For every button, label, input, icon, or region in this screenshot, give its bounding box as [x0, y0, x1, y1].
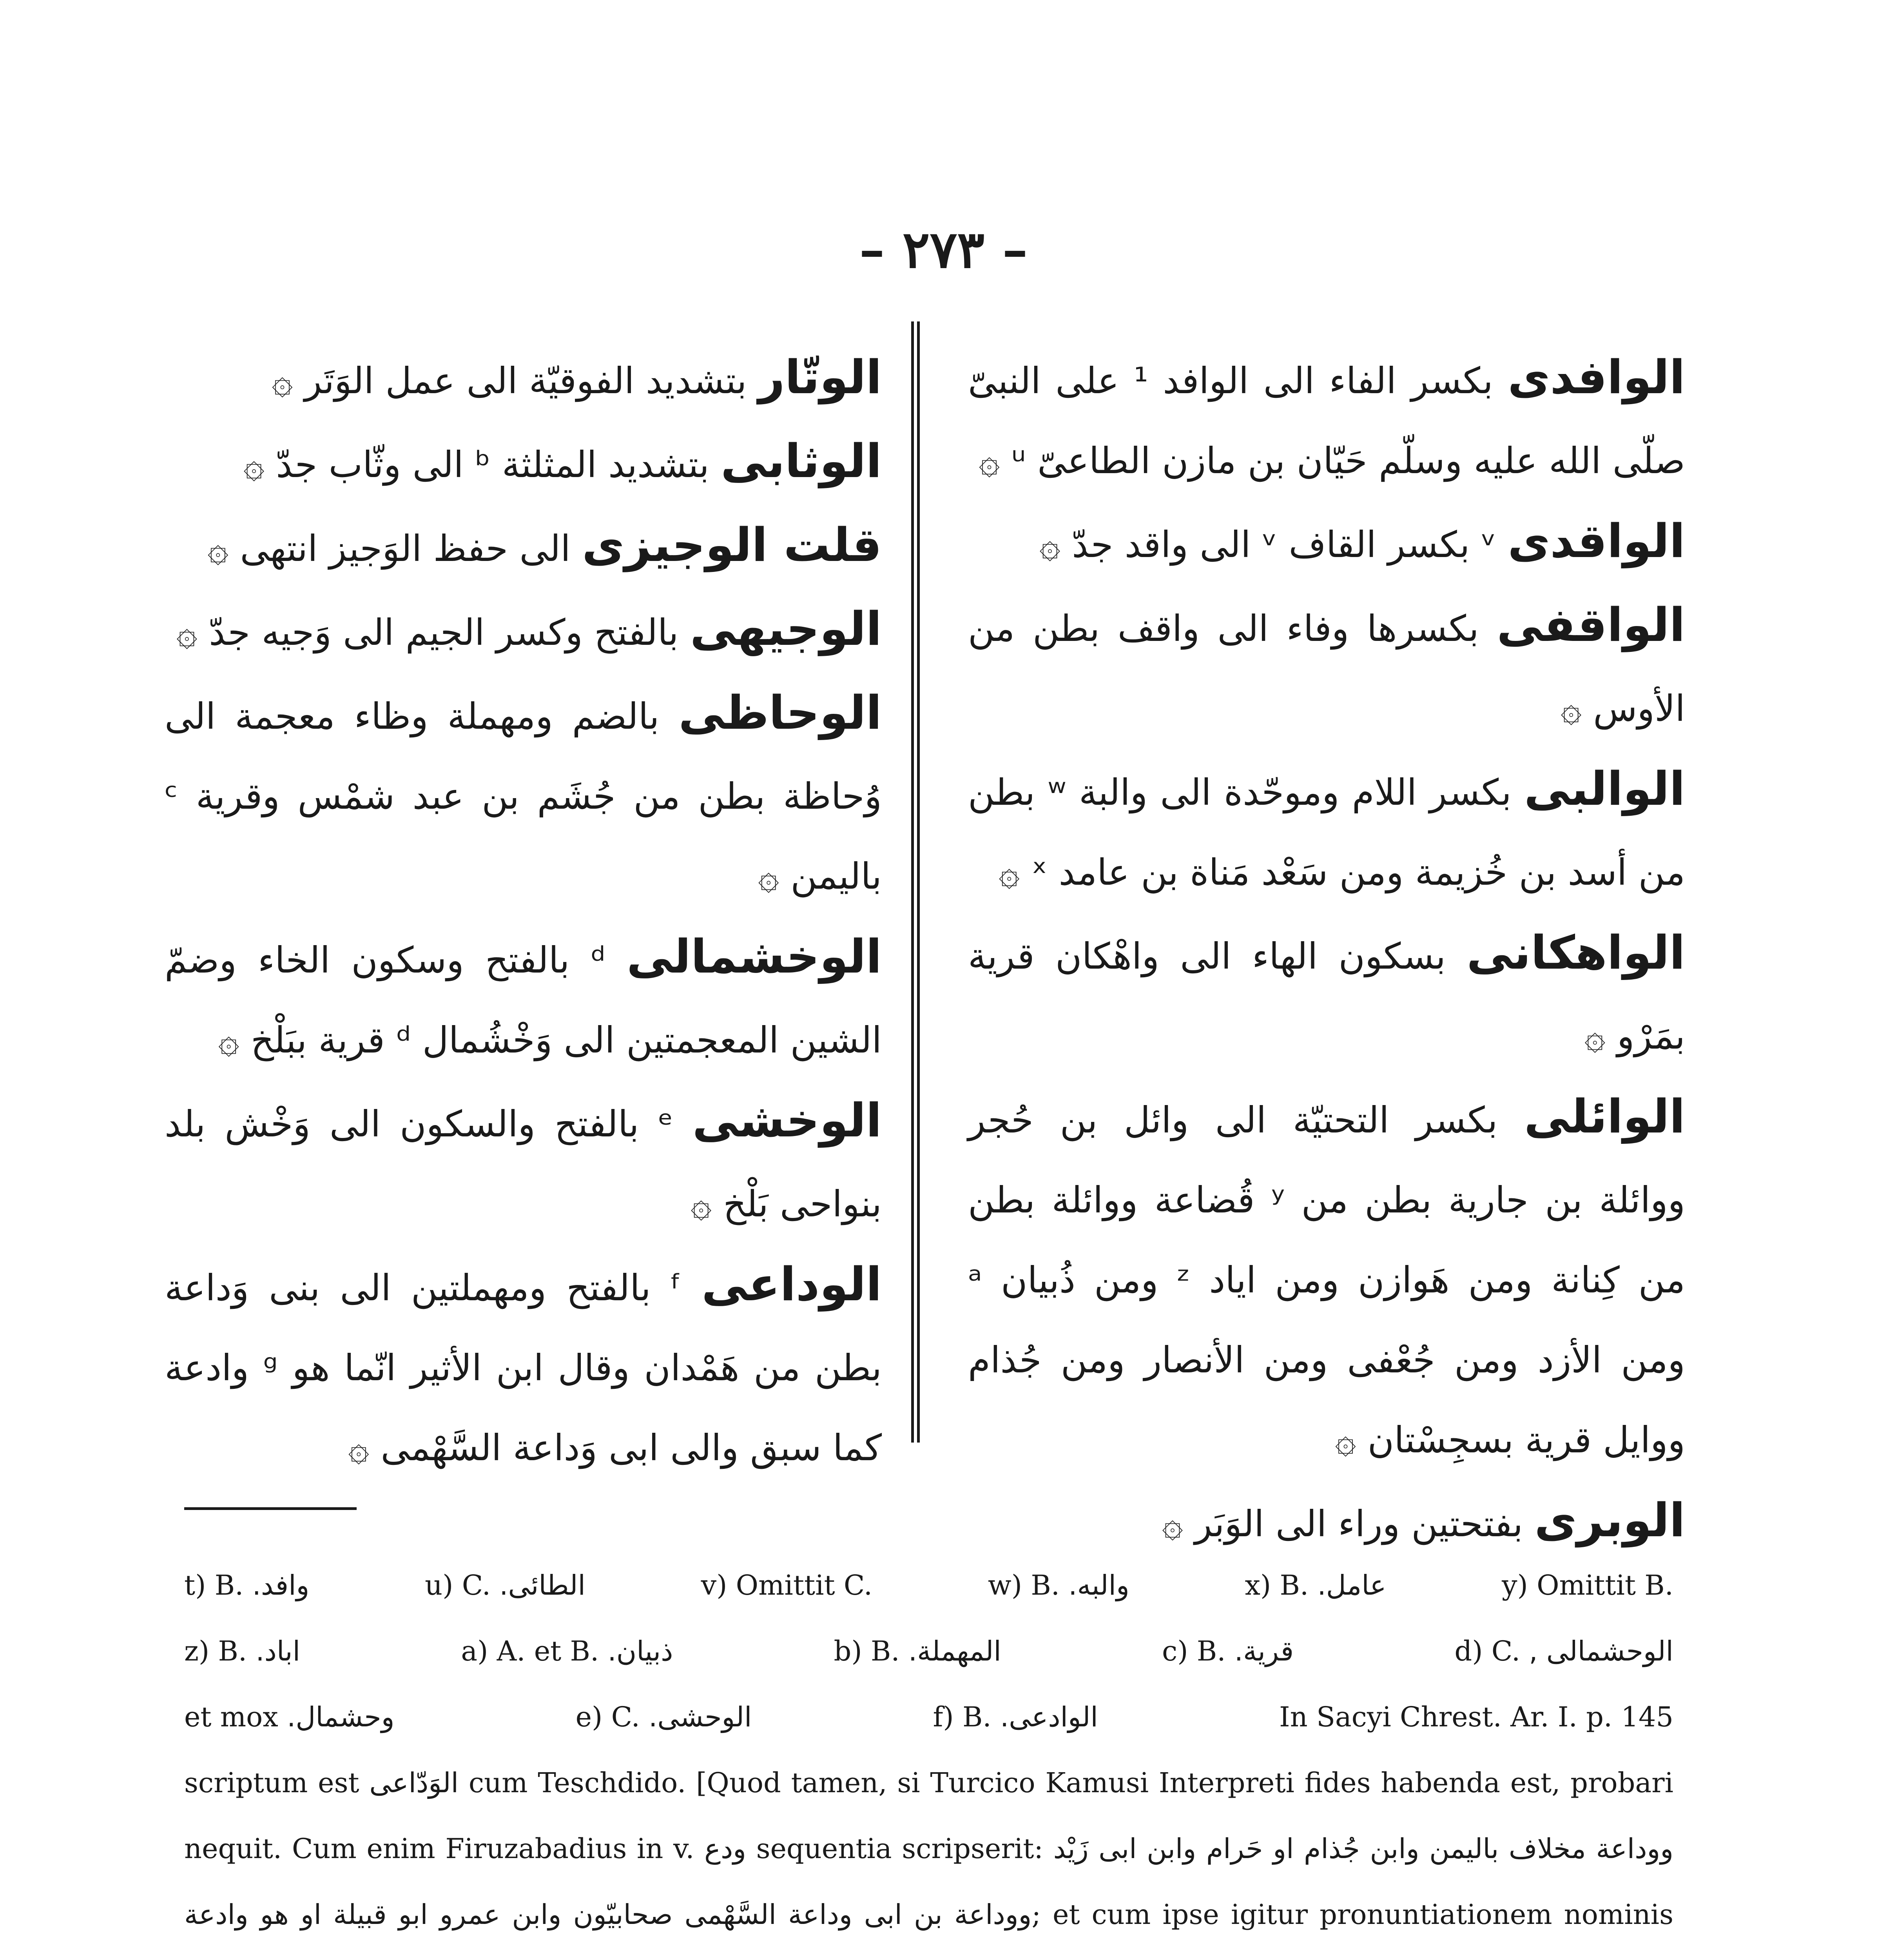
- entry-text: بكسر اللام وموحّدة الى والبة ʷ بطن من أسد بن خُزيمة ومن سَعْد مَناة بن عامد ˣ ۞: [968, 771, 1685, 893]
- entry-headword: الوبرى: [1534, 1493, 1685, 1547]
- footnote: b) B. المهملة.: [834, 1635, 1001, 1667]
- footnote-row: [184, 1552, 1673, 1618]
- entry-headword: الوخشى: [692, 1093, 882, 1147]
- entry-headword: الوجيهى: [690, 602, 882, 656]
- page-number: – ٢٧٣ –: [859, 220, 1028, 279]
- footnotes: [184, 1552, 1673, 1960]
- entry: [968, 337, 1685, 501]
- entry-text: ᵉ بالفتح والسكون الى وَخْش بلد بنواحى بَلْخ ۞: [165, 1103, 882, 1225]
- entry-headword: الوداعى: [702, 1257, 882, 1311]
- footnote-separator: [184, 1507, 357, 1510]
- entry-text: بالضم ومهملة وظاء معجمة الى وُحاظة بطن من جُشَم بن عبد شمْس وقرية ᶜ باليمن ۞: [165, 695, 882, 897]
- footnote: f) B. الوادعى.: [933, 1701, 1098, 1733]
- entry-headword: الوثابى: [720, 434, 882, 488]
- entry-headword: الوخشمالى: [627, 929, 882, 984]
- entry-headword: الوتّار: [758, 350, 882, 404]
- right-column: [968, 337, 1685, 1564]
- footnote-row: [184, 1684, 1673, 1750]
- footnote-row: [184, 1618, 1673, 1684]
- entry: [165, 1080, 882, 1244]
- footnote-paragraph-text: scriptum est الوَدّاعى cum Teschdido. [Quod tamen, si Turcico Kamusi Interpreti fides habenda est, probari nequit. Cum enim Firuzabadius in v. ودع sequentia scripserit: ووداعة مخلاف باليمن وابن جُذام او حَرام وابن ابى زَيْد ووداعة بن ابى وداعة السَّهْمى صحابيّون وابن عمرو ابو قبيلة او هو وادعة; et cum ipse igitur pronuntiationem nominis: [184, 1767, 1674, 1931]
- entry-text: ᵈ بالفتح وسكون الخاء وضمّ الشين المعجمتين الى وَخْشُمال ᵈ قرية ببَلْخ ۞: [165, 939, 882, 1061]
- footnote-paragraph: [184, 1750, 1673, 1960]
- footnote: w) B. والبه.: [988, 1569, 1129, 1601]
- entry: [968, 1480, 1685, 1564]
- entry-text: بتشديد المثلثة ᵇ الى وثّاب جدّ ۞: [243, 444, 721, 486]
- entry-text: بكسرها وفاء الى واقف بطن من الأوس ۞: [968, 608, 1685, 730]
- entry: [165, 505, 882, 589]
- entry: [968, 585, 1685, 749]
- entry-text: ᵛ بكسر القاف ᵛ الى واقد جدّ ۞: [1039, 524, 1508, 566]
- entry-headword: الواقدى: [1508, 514, 1685, 568]
- footnote: a) A. et B. ذبيان.: [461, 1635, 673, 1667]
- footnote: t) B. وافد.: [184, 1569, 310, 1601]
- entry-headword: الوائلى: [1524, 1089, 1685, 1143]
- footnote: z) B. اباد.: [184, 1635, 301, 1667]
- footnote: et mox وحشمال.: [184, 1701, 395, 1733]
- entry-text: بكسر التحتيّة الى وائل بن حُجر ووائلة بن جارية بطن من ʸ قُضاعة ووائلة بطن من كِنانة ومن هَوازن ومن اياد ᶻ ومن ذُبيان ᵃ ومن الأزد ومن جُعْفى ومن الأنصار ومن جُذام ووايل قرية بسجِسْتان ۞: [968, 1099, 1685, 1461]
- entry-text: بفتحتين وراء الى الوَبَر ۞: [1162, 1503, 1535, 1545]
- entry-headword: الواهكانى: [1466, 926, 1685, 980]
- entry: [165, 589, 882, 673]
- footnote: x) B. عامل.: [1245, 1569, 1387, 1601]
- entry: [968, 501, 1685, 585]
- footnote: In Sacyi Chrest. Ar. I. p. 145: [1279, 1701, 1673, 1733]
- entry-headword: الواقفى: [1497, 598, 1685, 652]
- entry-text: بكسر الفاء الى الوافد ¹ على النبىّ صلّى الله عليه وسلّم حَيّان بن مازن الطاعىّ ᵘ ۞: [968, 360, 1685, 482]
- entry-text: بسكون الهاء الى واهْكان قرية بمَرْو ۞: [968, 935, 1685, 1057]
- entry-headword: الوالبى: [1524, 762, 1685, 816]
- left-column: [165, 337, 882, 1488]
- entry-headword: الوافدى: [1508, 350, 1685, 404]
- entry: [165, 337, 882, 421]
- entry-text: الى حفظ الوَجيز انتهى ۞: [207, 528, 582, 570]
- entry: [165, 916, 882, 1080]
- entry: [165, 421, 882, 505]
- entry: [968, 749, 1685, 913]
- footnote: y) Omittit B.: [1501, 1569, 1673, 1601]
- entry: [165, 673, 882, 916]
- entry: [968, 913, 1685, 1076]
- entry-text: ᶠ بالفتح ومهملتين الى بنى وَداعة بطن من هَمْدان وقال ابن الأثير انّما هو ᵍ وادعة كما سبق والى ابى وَداعة السَّهْمى ۞: [165, 1267, 882, 1469]
- footnote: u) C. الطائى.: [425, 1569, 585, 1601]
- entry: [165, 1244, 882, 1488]
- footnote: v) Omittit C.: [701, 1569, 873, 1601]
- entry-text: بالفتح وكسر الجيم الى وَجيه جدّ ۞: [176, 612, 690, 653]
- entry-text: بتشديد الفوقيّة الى عمل الوَتَر ۞: [272, 360, 758, 402]
- entry: [968, 1076, 1685, 1480]
- footnote: e) C. الوحشى.: [575, 1701, 752, 1733]
- footnote: c) B. قرية.: [1162, 1635, 1294, 1667]
- entry-headword: الوحاظى: [678, 686, 882, 740]
- two-column-text: [165, 321, 1685, 1547]
- column-divider: [911, 321, 920, 1443]
- footnote: d) C. الوحشمالى ,: [1454, 1635, 1673, 1667]
- entry-headword: قلت الوجيزى: [582, 518, 882, 572]
